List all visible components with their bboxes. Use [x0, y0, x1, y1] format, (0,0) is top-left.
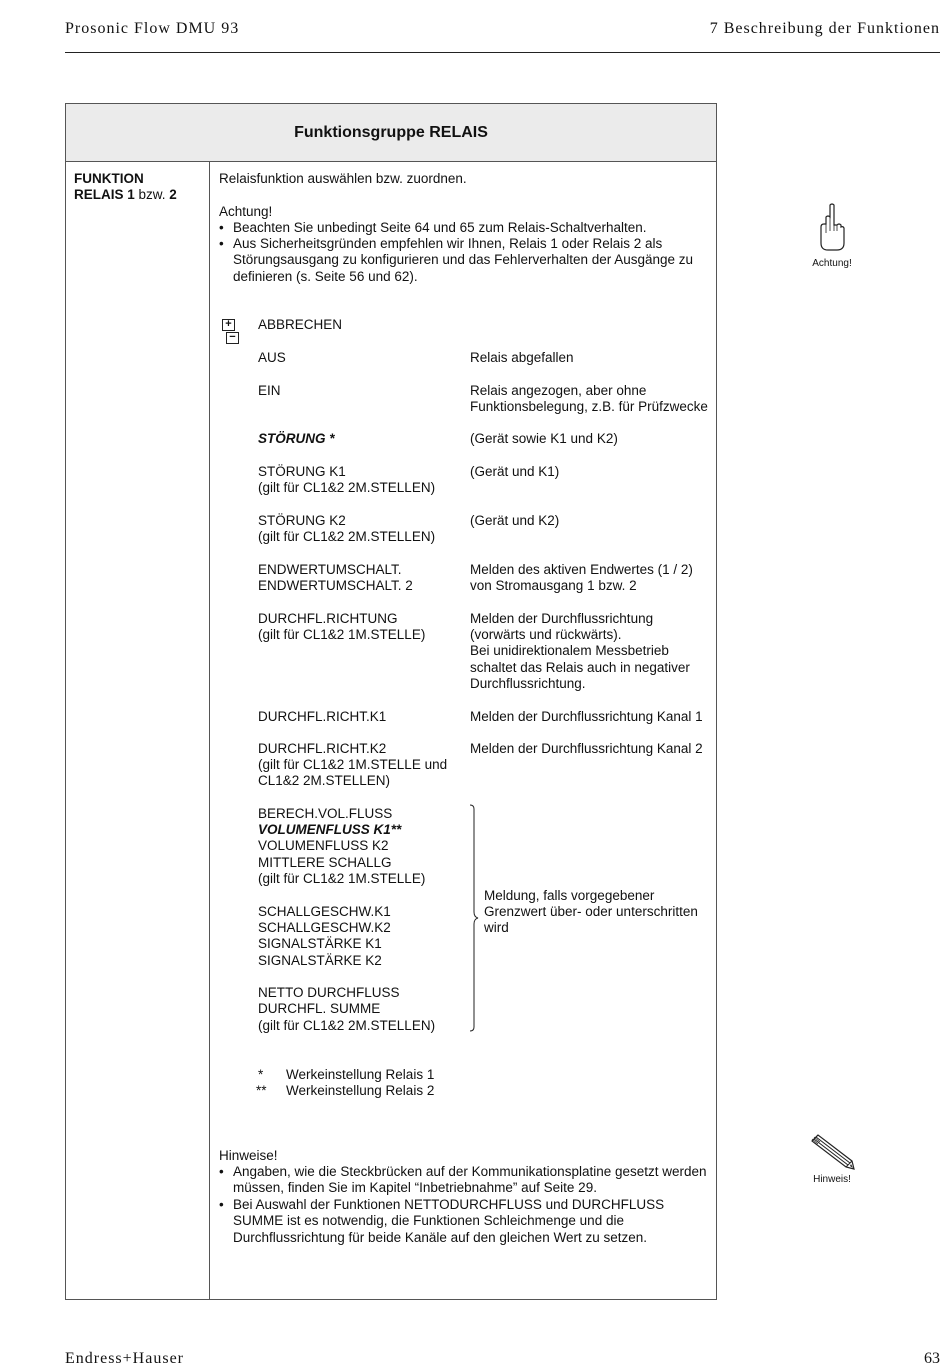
running-header-right: 7 Beschreibung der Funktionen: [709, 20, 940, 37]
group-desc-2: Grenzwert über- oder unterschritten: [484, 904, 698, 919]
option-abbrechen: ABBRECHEN: [258, 317, 343, 332]
curly-brace: [469, 804, 481, 1032]
function-label-relais2: 2: [169, 187, 177, 202]
minus-key-icon: −: [226, 332, 239, 344]
option-stoerung-k1-desc: (Gerät und K1): [470, 464, 560, 479]
bullet-dot: •: [219, 220, 224, 235]
function-name: [74, 171, 177, 203]
notes-bullet-2: Bei Auswahl der Funktionen NETTODURCHFLUSS und DURCHFLUSS SUMME ist es notwendig, die Funktionen Schleichmenge und die Durchflussrichtung für beide Kanäle auf den gleichen Wert zu setzen.: [233, 1197, 665, 1245]
option-durchfl-desc-4: schaltet das Relais auch in negativer: [470, 660, 690, 675]
group-desc-3: wird: [484, 920, 509, 935]
page-number: 63: [924, 1350, 940, 1367]
option-endwert-desc-1: Melden des aktiven Endwertes (1 / 2): [470, 562, 693, 577]
option-volumenfluss-k2: VOLUMENFLUSS K2: [258, 838, 389, 853]
option-endwert-2: ENDWERTUMSCHALT. 2: [258, 578, 413, 593]
option-signalstaerke-k2: SIGNALSTÄRKE K2: [258, 953, 382, 968]
option-stoerung-k2: STÖRUNG K2: [258, 513, 346, 528]
option-volumenfluss-k1: VOLUMENFLUSS K1**: [258, 822, 402, 837]
option-stoerung-k1-note: (gilt für CL1&2 2M.STELLEN): [258, 480, 436, 495]
bullet-dot: •: [219, 1164, 224, 1179]
option-richt-k1-desc: Melden der Durchflussrichtung Kanal 1: [470, 709, 703, 724]
option-stoerung: STÖRUNG *: [258, 431, 335, 446]
pointing-hand-icon: [817, 203, 847, 253]
footnote-mark-1: *: [258, 1067, 264, 1082]
function-label-line1: FUNKTION: [74, 171, 144, 186]
option-signalstaerke-k1: SIGNALSTÄRKE K1: [258, 936, 382, 951]
option-stoerung-k2-desc: (Gerät und K2): [470, 513, 560, 528]
option-berech-vol-fluss: BERECH.VOL.FLUSS: [258, 806, 393, 821]
notes-title: Hinweise!: [219, 1148, 278, 1163]
function-label-relais1: RELAIS 1: [74, 187, 135, 202]
option-durchfl-desc-5: Durchflussrichtung.: [470, 676, 586, 691]
option-aus: AUS: [258, 350, 286, 365]
option-richt-k2-note-2: CL1&2 2M.STELLEN): [258, 773, 391, 788]
option-ein: EIN: [258, 383, 281, 398]
group-desc-1: Meldung, falls vorgegebener: [484, 888, 655, 903]
option-richt-k2-note-1: (gilt für CL1&2 1M.STELLE und: [258, 757, 448, 772]
option-durchfl-desc-3: Bei unidirektionalem Messbetrieb: [470, 643, 669, 658]
footnote-text-1: Werkeinstellung Relais 1: [286, 1067, 435, 1082]
achtung-side-label: Achtung!: [812, 258, 852, 269]
intro-line: Relaisfunktion auswählen bzw. zuordnen.: [219, 171, 467, 186]
option-richt-k2-desc: Melden der Durchflussrichtung Kanal 2: [470, 741, 703, 756]
option-stoerung-k2-note: (gilt für CL1&2 2M.STELLEN): [258, 529, 436, 544]
footnote-text-2: Werkeinstellung Relais 2: [286, 1083, 435, 1098]
option-durchfl-desc-2: (vorwärts und rückwärts).: [470, 627, 622, 642]
achtung-bullet-2: Aus Sicherheitsgründen empfehlen wir Ihnen, Relais 1 oder Relais 2 als Störungsausgang zu konfigurieren und das Fehlerverhalten der Ausgänge zu definieren (s. Seite 56 und 62).: [233, 236, 694, 284]
achtung-title: Achtung!: [219, 204, 273, 219]
option-ein-desc-1: Relais angezogen, aber ohne: [470, 383, 647, 398]
header-rule: [65, 52, 940, 53]
option-durchfl-summe-note: (gilt für CL1&2 2M.STELLEN): [258, 1018, 436, 1033]
option-mittlere-schallg: MITTLERE SCHALLG: [258, 855, 392, 870]
option-mittlere-schallg-note: (gilt für CL1&2 1M.STELLE): [258, 871, 426, 886]
option-durchfl-richtung-note: (gilt für CL1&2 1M.STELLE): [258, 627, 426, 642]
hinweis-side-label: Hinweis!: [813, 1174, 851, 1185]
function-label-bzw: bzw.: [134, 187, 170, 202]
column-divider: [209, 161, 210, 1299]
option-ein-desc-2: Funktionsbelegung, z.B. für Prüfzwecke: [470, 399, 708, 414]
function-group-title: Funktionsgruppe RELAIS: [66, 104, 716, 162]
bullet-dot: •: [219, 1197, 224, 1212]
bullet-dot: •: [219, 236, 224, 251]
option-schallgeschw-k2: SCHALLGESCHW.K2: [258, 920, 391, 935]
plus-key-icon: +: [222, 319, 235, 331]
option-richt-k1: DURCHFL.RICHT.K1: [258, 709, 387, 724]
option-stoerung-k1: STÖRUNG K1: [258, 464, 346, 479]
option-netto-durchfluss: NETTO DURCHFLUSS: [258, 985, 400, 1000]
option-durchfl-summe: DURCHFL. SUMME: [258, 1001, 381, 1016]
option-schallgeschw-k1: SCHALLGESCHW.K1: [258, 904, 391, 919]
option-endwert-1: ENDWERTUMSCHALT.: [258, 562, 402, 577]
function-table: [65, 103, 717, 1300]
pencil-icon: [806, 1133, 858, 1171]
notes-bullet-1: Angaben, wie die Steckbrücken auf der Kommunikationsplatine gesetzt werden müssen, finden Sie im Kapitel “Inbetriebnahme” auf Seite 29.: [233, 1164, 707, 1196]
achtung-bullet-1: Beachten Sie unbedingt Seite 64 und 65 zum Relais-Schaltverhalten.: [233, 220, 647, 235]
footnote-mark-2: **: [256, 1083, 267, 1098]
option-endwert-desc-2: von Stromausgang 1 bzw. 2: [470, 578, 637, 593]
option-richt-k2: DURCHFL.RICHT.K2: [258, 741, 387, 756]
option-stoerung-desc: (Gerät sowie K1 und K2): [470, 431, 618, 446]
running-header-left: Prosonic Flow DMU 93: [65, 20, 240, 37]
option-durchfl-richtung: DURCHFL.RICHTUNG: [258, 611, 398, 626]
option-aus-desc: Relais abgefallen: [470, 350, 574, 365]
footer-brand: Endress+Hauser: [65, 1350, 184, 1367]
option-durchfl-desc-1: Melden der Durchflussrichtung: [470, 611, 654, 626]
